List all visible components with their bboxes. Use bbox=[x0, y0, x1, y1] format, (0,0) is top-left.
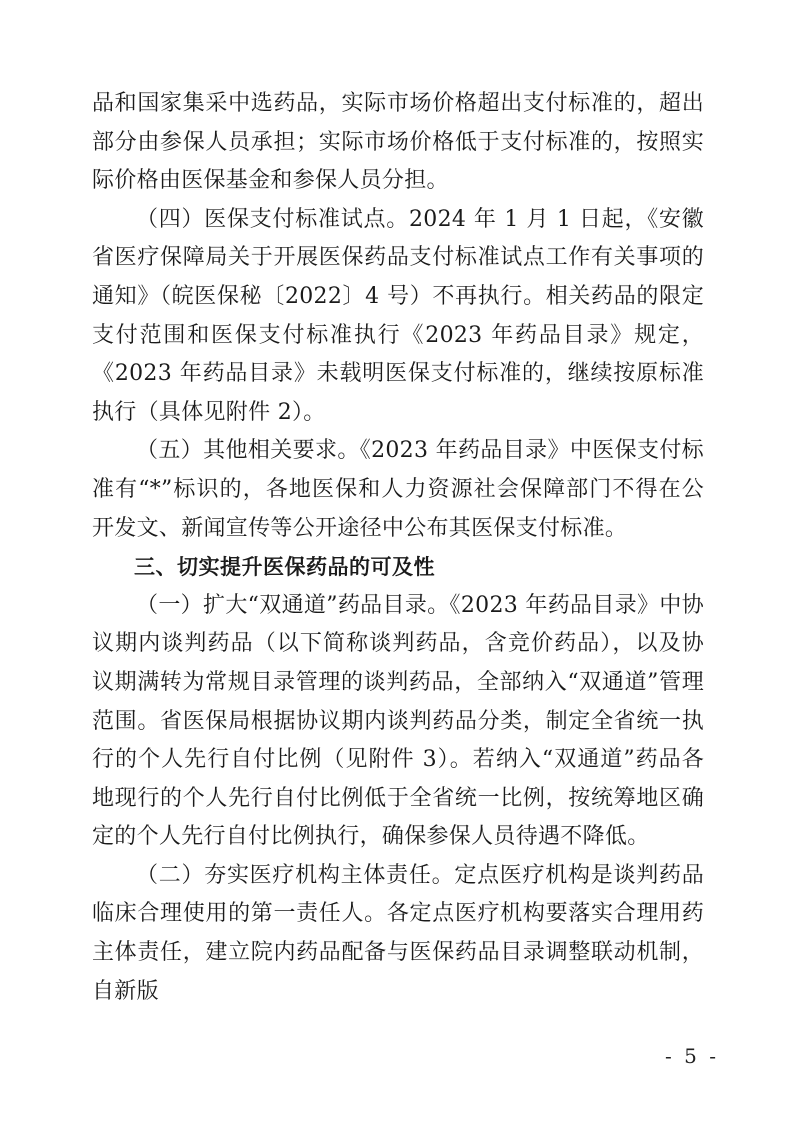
page-number: - 5 - bbox=[665, 1044, 719, 1068]
paragraph-text: 《2023 年药品目录》中医保支付标准有“*”标识的，各地医保和人力资源社会保障部门不得在公开发文、新闻宣传等公开途径中公布其医保支付标准。 bbox=[92, 438, 704, 541]
paragraph-text: 品和国家集采中选药品，实际市场价格超出支付标准的，超出部分由参保人员承担；实际市场价格低于支付标准的，按照实际价格由医保基金和参保人员分担。 bbox=[92, 91, 704, 194]
paragraph-other-requirements bbox=[92, 432, 704, 548]
paragraph-heading: （五）其他相关要求。 bbox=[136, 438, 360, 464]
document-body bbox=[92, 85, 704, 1011]
paragraph-dual-channel bbox=[92, 587, 704, 857]
paragraph-text: 《2023 年药品目录》中协议期内谈判药品（以下简称谈判药品，含竞价药品），以及协议期满转为常规目录管理的谈判药品，全部纳入“双通道”管理范围。省医保局根据协议期内谈判药品分类，制定全省统一执行的个人先行自付比例（见附件 3）。若纳入“双通道”药品各地现行的个人先行自付比例低于全省统一比例，按统筹地区确定的个人先行自付比例执行，确保参保人员待遇不降低。 bbox=[92, 592, 705, 850]
paragraph-medical-institution-responsibility bbox=[92, 857, 704, 1011]
paragraph-heading: （四）医保支付标准试点。 bbox=[136, 206, 409, 232]
paragraph-heading: （一）扩大“双通道”药品目录。 bbox=[136, 592, 450, 618]
section-title: 三、切实提升医保药品的可及性 bbox=[134, 555, 435, 580]
paragraph-heading: （二）夯实医疗机构主体责任。 bbox=[136, 862, 455, 888]
paragraph-text: 定点医疗机构是谈判药品临床合理使用的第一责任人。各定点医疗机构要落实合理用药主体责任，建立院内药品配备与医保药品目录调整联动机制，自新版 bbox=[92, 862, 704, 1004]
paragraph-continuation bbox=[92, 85, 704, 201]
paragraph-payment-standard-pilot bbox=[92, 201, 704, 433]
paragraph-text: 2024 年 1 月 1 日起，《安徽省医疗保障局关于开展医保药品支付标准试点工作有关事项的通知》（皖医保秘〔2022〕4 号）不再执行。相关药品的限定支付范围和医保支付标准执行《2023 年药品目录》规定，《2023 年药品目录》未载明医保支付标准的，继续按原标准执行（具体见附件 2）。 bbox=[92, 206, 704, 425]
